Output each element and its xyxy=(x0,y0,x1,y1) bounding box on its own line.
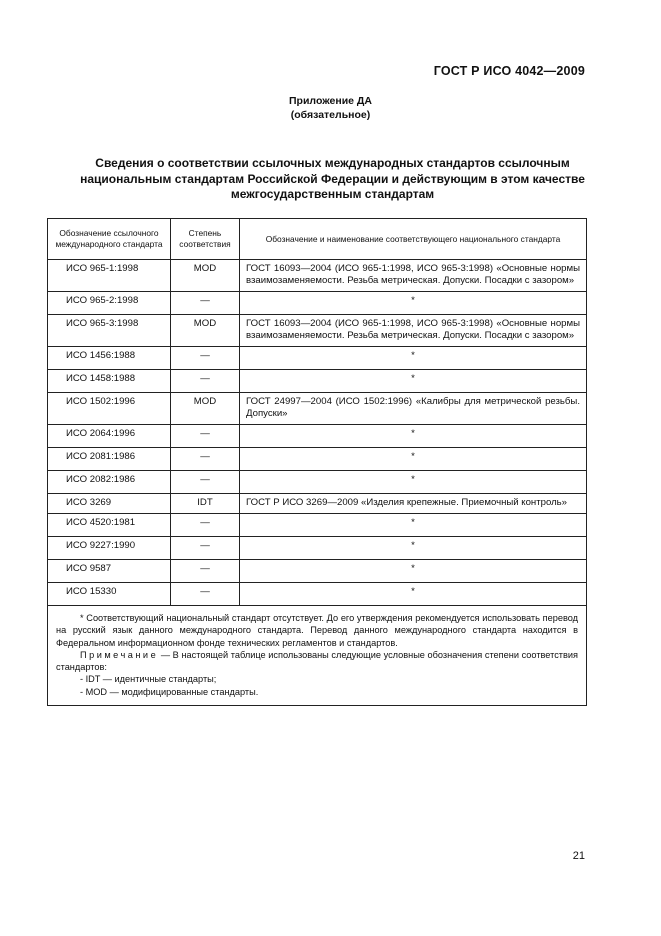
table-row xyxy=(48,448,587,471)
national-cell: * xyxy=(240,292,587,315)
table-row xyxy=(48,425,587,448)
note-text: — В настоящей таблице использованы следующие условные обозначения степени соответствия стандартов: xyxy=(56,649,578,673)
footnote: * Соответствующий национальный стандарт отсутствует. До его утверждения рекомендуется использовать перевод на русский язык данного международного стандарта. Перевод данного международного стандарта находится в Федеральном информационном фонде технических регламентов и стандартов. xyxy=(56,613,578,648)
table-row xyxy=(48,393,587,425)
degree-cell: MOD xyxy=(171,260,240,292)
table-notes xyxy=(48,606,587,706)
ref-cell: ИСО 1458:1988 xyxy=(48,370,171,393)
table-row xyxy=(48,315,587,347)
table-row xyxy=(48,494,587,514)
degree-cell: MOD xyxy=(171,393,240,425)
table-row xyxy=(48,260,587,292)
ref-cell: ИСО 1456:1988 xyxy=(48,347,171,370)
national-cell: * xyxy=(240,537,587,560)
table-row xyxy=(48,347,587,370)
degree-cell: — xyxy=(171,292,240,315)
national-cell: * xyxy=(240,347,587,370)
table-row xyxy=(48,370,587,393)
table-row xyxy=(48,471,587,494)
page-title: Сведения о соответствии ссылочных международных стандартов ссылочным национальным стандартам Российской Федерации и действующим в этом качестве межгосударственным стандартам xyxy=(80,156,585,201)
degree-cell: — xyxy=(171,537,240,560)
table-row xyxy=(48,514,587,537)
annex-title: Приложение ДА xyxy=(289,95,372,107)
ref-cell: ИСО 2064:1996 xyxy=(48,425,171,448)
table-header-row xyxy=(48,219,587,260)
ref-cell: ИСО 15330 xyxy=(48,583,171,606)
national-cell: ГОСТ 16093—2004 (ИСО 965-1:1998, ИСО 965-3:1998) «Основные нормы взаимозаменяемости. Резьба метрическая. Допуски. Посадки с зазором» xyxy=(240,315,587,347)
standard-header: ГОСТ Р ИСО 4042—2009 xyxy=(433,64,585,78)
national-cell: * xyxy=(240,370,587,393)
ref-cell: ИСО 1502:1996 xyxy=(48,393,171,425)
degree-cell: — xyxy=(171,370,240,393)
ref-cell: ИСО 2081:1986 xyxy=(48,448,171,471)
table-row xyxy=(48,537,587,560)
degree-cell: — xyxy=(171,560,240,583)
page-number: 21 xyxy=(572,850,585,862)
ref-cell: ИСО 965-1:1998 xyxy=(48,260,171,292)
annex-status: (обязательное) xyxy=(290,109,371,121)
note-label: Примечание xyxy=(80,649,159,660)
degree-cell: — xyxy=(171,347,240,370)
annex-heading xyxy=(0,94,661,122)
national-cell: * xyxy=(240,560,587,583)
ref-cell: ИСО 4520:1981 xyxy=(48,514,171,537)
degree-cell: — xyxy=(171,471,240,494)
ref-cell: ИСО 965-2:1998 xyxy=(48,292,171,315)
column-header-national: Обозначение и наименование соответствующего национального стандарта xyxy=(240,219,587,260)
table-row xyxy=(48,560,587,583)
table-row xyxy=(48,583,587,606)
table-row xyxy=(48,292,587,315)
legend-item-idt: - IDT — идентичные стандарты; xyxy=(80,674,217,685)
national-cell: ГОСТ 16093—2004 (ИСО 965-1:1998, ИСО 965-3:1998) «Основные нормы взаимозаменяемости. Резьба метрическая. Допуски. Посадки с зазором» xyxy=(240,260,587,292)
standards-table xyxy=(47,218,587,706)
degree-cell: — xyxy=(171,514,240,537)
national-cell: ГОСТ Р ИСО 3269—2009 «Изделия крепежные. Приемочный контроль» xyxy=(240,494,587,514)
ref-cell: ИСО 9587 xyxy=(48,560,171,583)
ref-cell: ИСО 2082:1986 xyxy=(48,471,171,494)
ref-cell: ИСО 965-3:1998 xyxy=(48,315,171,347)
degree-cell: IDT xyxy=(171,494,240,514)
degree-cell: — xyxy=(171,583,240,606)
degree-cell: — xyxy=(171,425,240,448)
ref-cell: ИСО 3269 xyxy=(48,494,171,514)
degree-cell: MOD xyxy=(171,315,240,347)
national-cell: * xyxy=(240,583,587,606)
column-header-ref: Обозначение ссылочного международного стандарта xyxy=(48,219,171,260)
national-cell: * xyxy=(240,448,587,471)
national-cell: * xyxy=(240,514,587,537)
degree-cell: — xyxy=(171,448,240,471)
national-cell: ГОСТ 24997—2004 (ИСО 1502:1996) «Калибры для метрической резьбы. Допуски» xyxy=(240,393,587,425)
notes-row xyxy=(48,606,587,706)
ref-cell: ИСО 9227:1990 xyxy=(48,537,171,560)
column-header-degree: Степень соответствия xyxy=(171,219,240,260)
national-cell: * xyxy=(240,425,587,448)
legend-item-mod: - MOD — модифицированные стандарты. xyxy=(80,686,259,697)
national-cell: * xyxy=(240,471,587,494)
note xyxy=(56,649,578,674)
